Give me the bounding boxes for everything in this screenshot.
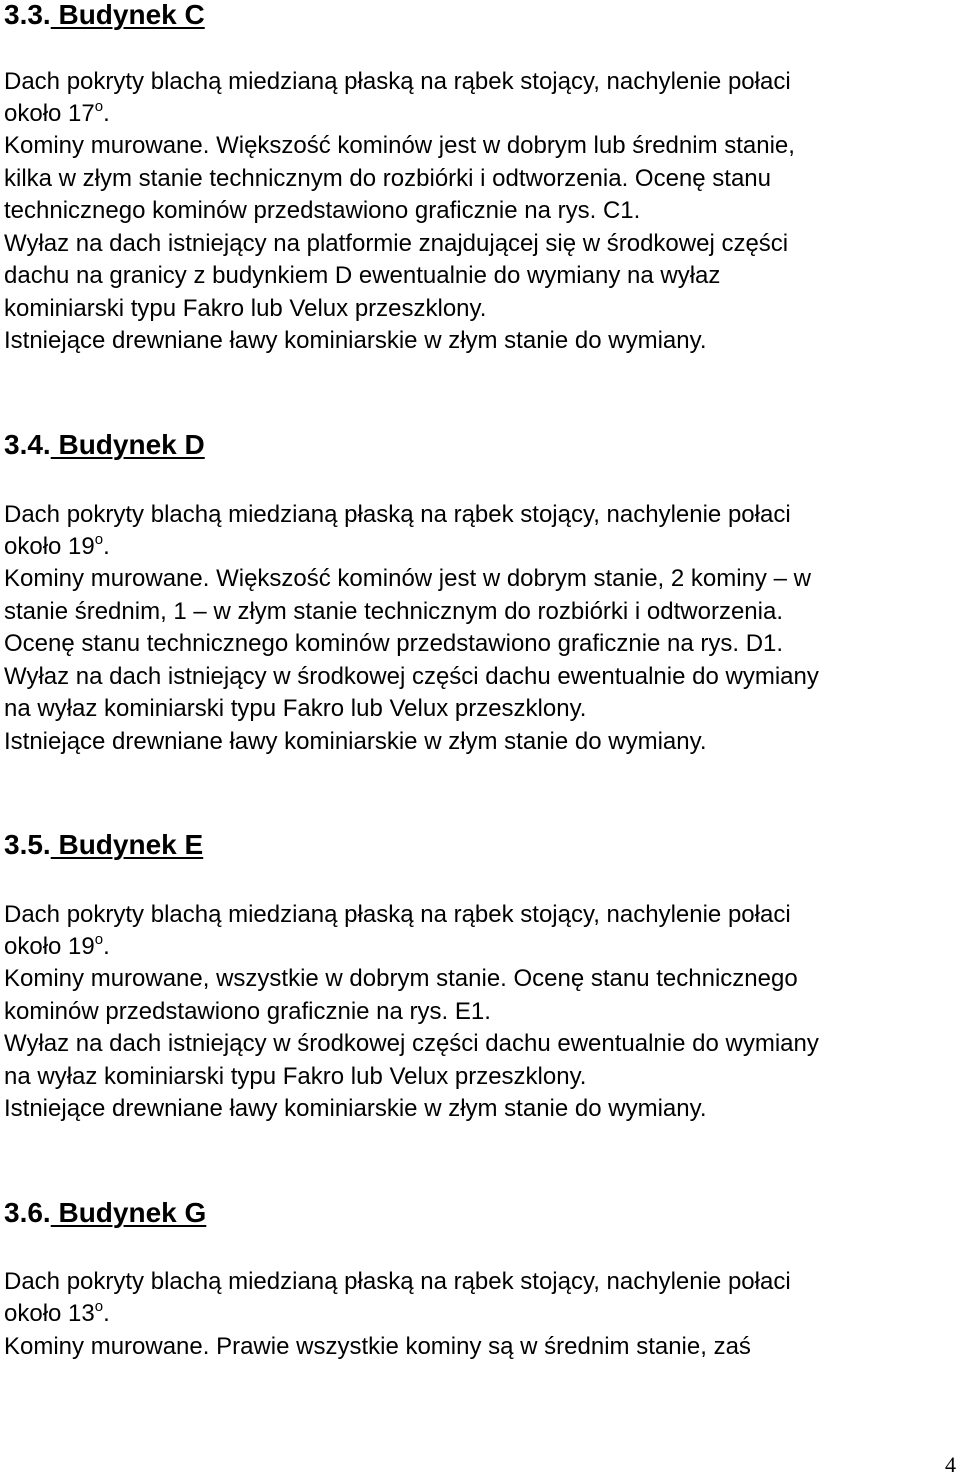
- paragraph-line: Istniejące drewniane ławy kominiarskie w złym stanie do wymiany.: [4, 728, 707, 755]
- paragraph-line: Dach pokryty blachą miedzianą płaską na rąbek stojący, nachylenie połaci: [4, 901, 791, 928]
- section-heading-3-3: 3.3. Budynek C: [4, 0, 205, 30]
- paragraph-line: około 13$^o$.: [4, 1298, 110, 1327]
- section-heading-3-6: 3.6. Budynek G: [4, 1197, 207, 1228]
- paragraph-line: kominiarski typu Fakro lub Velux przeszklony.: [4, 295, 487, 322]
- paragraph-line: około 19$^o$.: [4, 931, 110, 960]
- paragraph-line: Dach pokryty blachą miedzianą płaską na rąbek stojący, nachylenie połaci: [4, 68, 791, 95]
- paragraph-line: Dach pokryty blachą miedzianą płaską na rąbek stojący, nachylenie połaci: [4, 1268, 791, 1295]
- section-heading-3-5: 3.5. Budynek E: [4, 829, 204, 860]
- paragraph-line: kominów przedstawiono graficznie na rys. E1.: [4, 998, 491, 1025]
- paragraph-line: Istniejące drewniane ławy kominiarskie w złym stanie do wymiany.: [4, 327, 707, 354]
- paragraph-line: dachu na granicy z budynkiem D ewentualnie do wymiany na wyłaz: [4, 262, 721, 289]
- paragraph-line: technicznego kominów przedstawiono graficznie na rys. C1.: [4, 197, 641, 224]
- paragraph-line: Wyłaz na dach istniejący na platformie znajdującej się w środkowej części: [4, 230, 789, 257]
- paragraph-line: około 19$^o$.: [4, 531, 110, 560]
- paragraph-line: kilka w złym stanie technicznym do rozbiórki i odtworzenia. Ocenę stanu: [4, 165, 771, 192]
- paragraph-line: Wyłaz na dach istniejący w środkowej części dachu ewentualnie do wymiany: [4, 1030, 819, 1057]
- paragraph-line: na wyłaz kominiarski typu Fakro lub Velux przeszklony.: [4, 1063, 587, 1090]
- section-heading-3-4: 3.4. Budynek D: [4, 429, 205, 460]
- paragraph-line: Istniejące drewniane ławy kominiarskie w złym stanie do wymiany.: [4, 1095, 707, 1122]
- paragraph-line: na wyłaz kominiarski typu Fakro lub Velux przeszklony.: [4, 695, 587, 722]
- paragraph-line: Kominy murowane. Większość kominów jest w dobrym stanie, 2 kominy – w: [4, 565, 811, 592]
- paragraph-line: stanie średnim, 1 – w złym stanie technicznym do rozbiórki i odtworzenia.: [4, 598, 783, 625]
- paragraph-line: Kominy murowane, wszystkie w dobrym stanie. Ocenę stanu technicznego: [4, 965, 798, 992]
- paragraph-line: około 17$^o$.: [4, 98, 110, 127]
- page-number: 4: [945, 1452, 956, 1477]
- paragraph-line: Kominy murowane. Większość kominów jest w dobrym lub średnim stanie,: [4, 132, 795, 159]
- paragraph-line: Ocenę stanu technicznego kominów przedstawiono graficznie na rys. D1.: [4, 630, 784, 657]
- paragraph-line: Dach pokryty blachą miedzianą płaską na rąbek stojący, nachylenie połaci: [4, 501, 791, 528]
- paragraph-line: Wyłaz na dach istniejący w środkowej części dachu ewentualnie do wymiany: [4, 663, 819, 690]
- paragraph-line: Kominy murowane. Prawie wszystkie kominy są w średnim stanie, zaś: [4, 1333, 751, 1360]
